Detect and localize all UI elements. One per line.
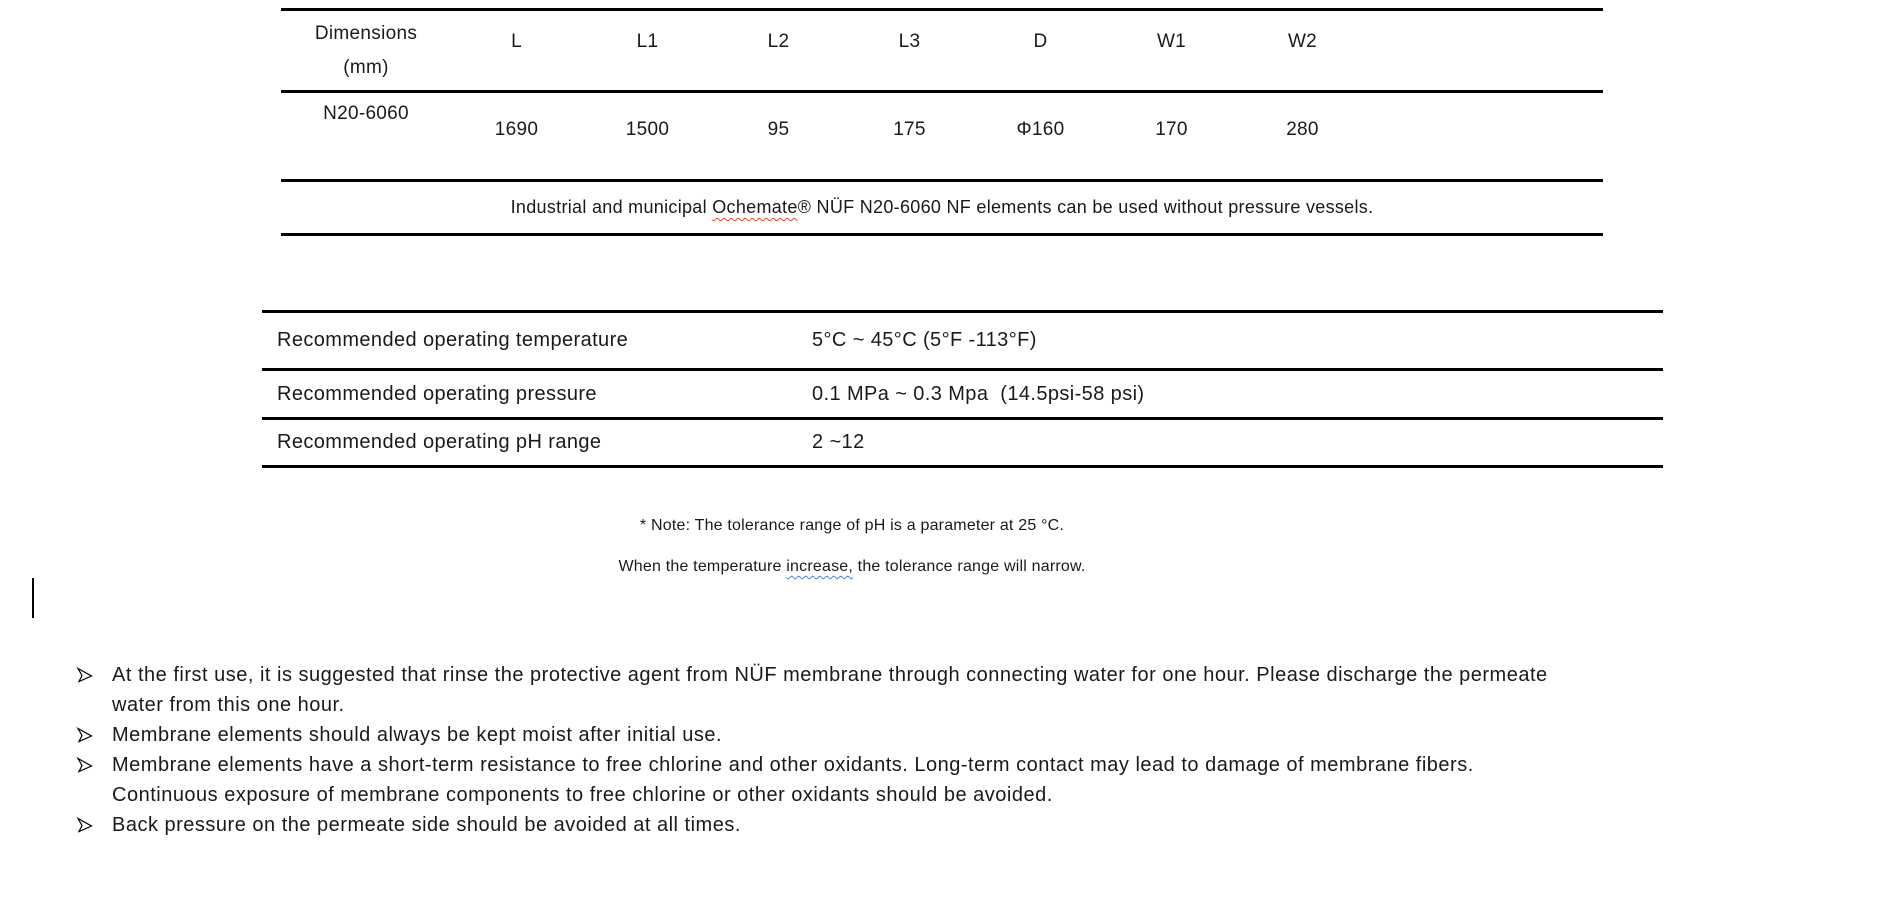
note2-text-pre: When the temperature [618, 558, 787, 575]
list-item-line: water from this one hour. [112, 694, 345, 716]
arrow-bullet-icon [76, 660, 112, 720]
list-item [76, 720, 1880, 750]
arrow-bullet-icon [76, 810, 112, 840]
operating-ph-range-label: Recommended operating pH range [277, 431, 602, 453]
list-item-line: Membrane elements should always be kept moist after initial use. [112, 724, 723, 746]
list-item-line: Back pressure on the permeate side should be avoided at all times. [112, 814, 741, 836]
dimensions-header-line1: Dimensions [314, 23, 418, 44]
dimensions-table-header-row [281, 10, 1603, 92]
misspelled-word-red-squiggle: Ochemate [712, 197, 798, 217]
operating-pressure-value: 0.1 MPa ~ 0.3 Mpa (14.5psi-58 psi) [812, 382, 1145, 405]
text-caret[interactable] [32, 578, 34, 618]
col-header-D: D [1033, 31, 1048, 52]
operating-temperature-value: 5°C ~ 45°C (5°F -113°F) [812, 329, 1037, 351]
table-row [262, 370, 1663, 419]
list-item-text [112, 720, 1880, 750]
note-line-2 [0, 558, 1704, 576]
note-line-1: * Note: The tolerance range of pH is a parameter at 25 °C. [639, 517, 1065, 534]
dimensions-header-line2: (mm) [343, 57, 389, 78]
value-cell-filler [1368, 92, 1603, 181]
arrow-bullet-icon [76, 750, 112, 810]
list-item-text [112, 660, 1880, 720]
notes-block [0, 517, 1704, 576]
list-item [76, 750, 1880, 810]
table-row [281, 92, 1603, 181]
value-cell-L3: 175 [893, 119, 926, 140]
col-header-L1: L1 [636, 31, 659, 52]
operating-ph-range-value: 2 ~12 [812, 431, 865, 453]
arrow-bullet-icon [76, 720, 112, 750]
caption-text-post: ® NÜF N20-6060 NF elements can be used without pressure vessels. [797, 197, 1374, 217]
col-header-filler [1368, 10, 1603, 92]
note2-text-post: the tolerance range will narrow. [853, 558, 1086, 575]
col-header-L3: L3 [898, 31, 921, 52]
list-item [76, 660, 1880, 720]
operating-conditions-table [262, 310, 1663, 468]
operating-pressure-label: Recommended operating pressure [277, 382, 597, 405]
value-cell-L1: 1500 [625, 119, 670, 140]
model-name-cell: N20-6060 [323, 103, 409, 124]
value-cell-L2: 95 [767, 119, 790, 140]
caption-text-pre: Industrial and municipal [510, 197, 713, 217]
misspelled-word-blue-squiggle: increase, [786, 558, 854, 575]
operating-temperature-label: Recommended operating temperature [277, 329, 629, 351]
usage-notes-list [76, 660, 1880, 840]
table-row [262, 312, 1663, 370]
value-cell-D: Φ160 [1016, 119, 1065, 140]
table-row [262, 419, 1663, 467]
list-item-line: Membrane elements have a short-term resistance to free chlorine and other oxidants. Long-term contact may lead to damage of membrane fibers. [112, 754, 1474, 776]
dimensions-table [281, 8, 1603, 236]
dimensions-header-label [281, 10, 451, 92]
value-cell-L: 1690 [494, 119, 539, 140]
list-item [76, 810, 1880, 840]
value-cell-W2: 280 [1286, 119, 1319, 140]
col-header-W1: W1 [1156, 31, 1187, 52]
list-item-text [112, 810, 1880, 840]
dimensions-table-caption-row [281, 181, 1603, 235]
col-header-W2: W2 [1287, 31, 1318, 52]
list-item-text [112, 750, 1880, 810]
table-caption [281, 181, 1603, 235]
col-header-L2: L2 [767, 31, 790, 52]
list-item-line: Continuous exposure of membrane components to free chlorine or other oxidants should be avoided. [112, 784, 1053, 806]
list-item-line: At the first use, it is suggested that rinse the protective agent from NÜF membrane through connecting water for one hour. Please discharge the permeate [112, 664, 1548, 686]
value-cell-W1: 170 [1155, 119, 1188, 140]
col-header-L: L [511, 31, 522, 52]
